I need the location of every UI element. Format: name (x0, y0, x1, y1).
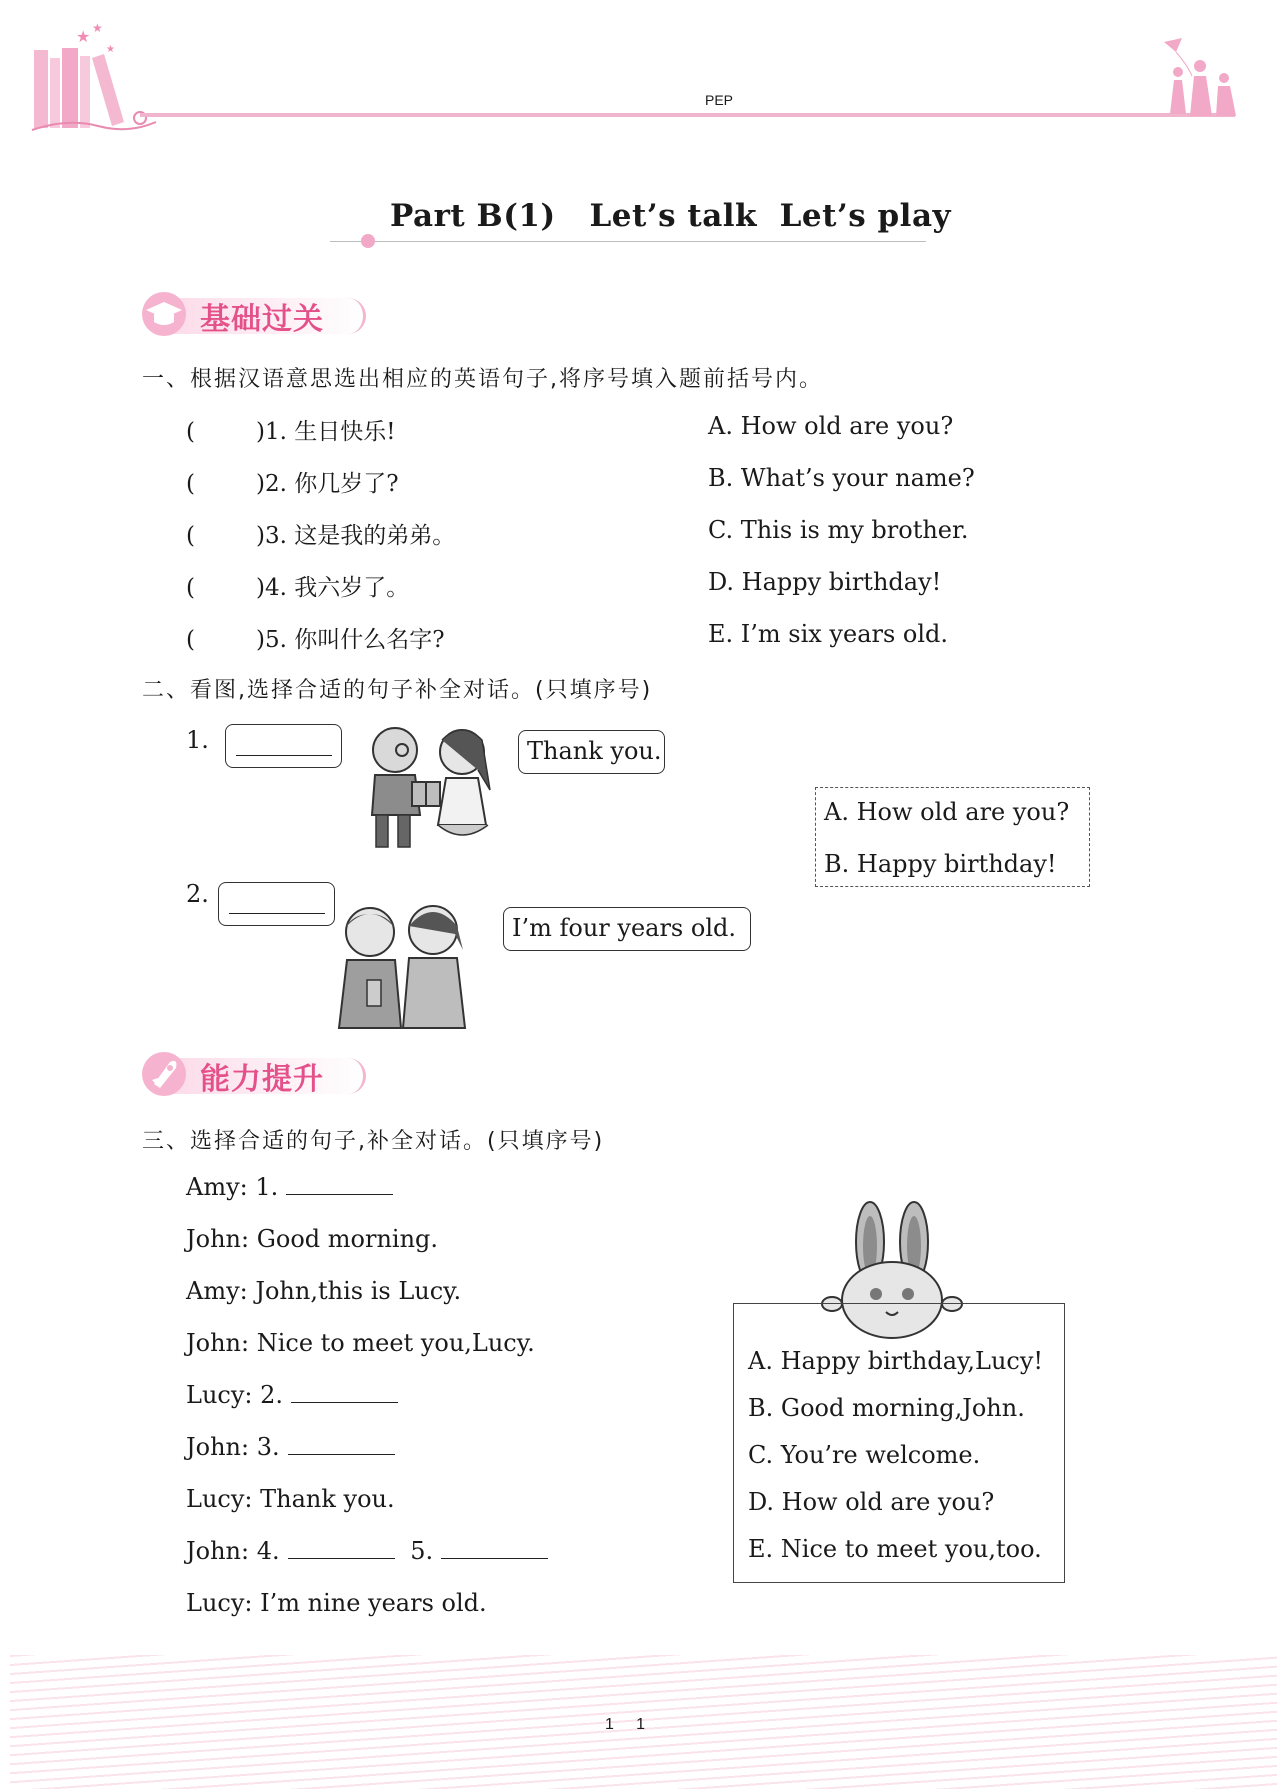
question-text: )5. 你叫什么名字? (256, 627, 445, 653)
part3-option-a: A. Happy birthday,Lucy! (748, 1347, 1044, 1375)
item2-reply-bubble (503, 907, 751, 951)
question-row-1 (186, 413, 395, 446)
rocket-icon (140, 1050, 188, 1098)
dialogue-line-5: Lucy: 2. (186, 1381, 398, 1409)
dialogue-line-3: Amy: John,this is Lucy. (186, 1277, 462, 1305)
answer-paren[interactable]: ( (186, 471, 195, 497)
part2-option-b: B. Happy birthday! (824, 850, 1057, 878)
section-banner-advanced (140, 1050, 380, 1098)
item1-reply-bubble (518, 730, 665, 774)
question-row-4 (186, 569, 409, 602)
answer-blank[interactable] (288, 1434, 395, 1455)
children-kite-icon (1158, 36, 1240, 118)
answer-blank[interactable] (286, 1174, 393, 1195)
part1-option-d: D. Happy birthday! (708, 568, 942, 596)
section-banner-label: 能力提升 (200, 1062, 324, 1097)
part1-option-a: A. How old are you? (708, 412, 954, 440)
svg-text:★: ★ (106, 44, 115, 55)
part2-option-a: A. How old are you? (824, 798, 1070, 826)
graduation-cap-icon (140, 290, 188, 338)
item1-number: 1. (186, 726, 209, 754)
item1-blank-bubble[interactable] (225, 724, 342, 768)
dialogue-line-6: John: 3. (186, 1433, 395, 1461)
question-text: )2. 你几岁了? (256, 471, 399, 497)
item1-reply-text: Thank you. (527, 737, 662, 765)
books-decoration-icon (28, 18, 158, 133)
two-girls-illustration (325, 900, 475, 1030)
question-row-2 (186, 465, 399, 498)
part1-instruction: 一、根据汉语意思选出相应的英语句子,将序号填入题前括号内。 (142, 367, 823, 392)
question-text: )4. 我六岁了。 (256, 575, 410, 601)
dialogue-line-4: John: Nice to meet you,Lucy. (186, 1329, 535, 1357)
part3-option-d: D. How old are you? (748, 1488, 995, 1516)
section-banner-basic (140, 290, 380, 338)
dialogue-line-1: Amy: 1. (186, 1173, 393, 1201)
question-text: )3. 这是我的弟弟。 (256, 523, 456, 549)
part3-option-e: E. Nice to meet you,too. (748, 1535, 1042, 1563)
part2-options-box (815, 787, 1090, 887)
dialogue-line-2: John: Good morning. (186, 1225, 439, 1253)
page-number: 1 1 (605, 1716, 646, 1733)
answer-paren[interactable]: ( (186, 575, 195, 601)
answer-blank[interactable] (288, 1538, 395, 1559)
section-banner-label: 基础过关 (200, 302, 324, 337)
question-text: )1. 生日快乐! (256, 419, 396, 445)
question-row-3 (186, 517, 455, 550)
dialogue-line-8: John: 4. 5. (186, 1537, 548, 1565)
answer-blank[interactable] (291, 1382, 398, 1403)
header-rule (140, 113, 1235, 117)
part1-option-b: B. What’s your name? (708, 464, 975, 492)
answer-blank[interactable] (441, 1538, 548, 1559)
title-dot (361, 234, 375, 248)
item2-blank-bubble[interactable] (218, 882, 335, 926)
part3-option-b: B. Good morning,John. (748, 1394, 1025, 1422)
svg-text:★: ★ (76, 27, 91, 46)
answer-paren[interactable]: ( (186, 627, 195, 653)
gift-giving-illustration (350, 720, 510, 850)
page-title: Part B(1) Let’s talk Let’s play (390, 198, 952, 234)
part3-option-c: C. You’re welcome. (748, 1441, 981, 1469)
answer-paren[interactable]: ( (186, 419, 195, 445)
title-underline (330, 241, 926, 242)
answer-paren[interactable]: ( (186, 523, 195, 549)
item2-reply-text: I’m four years old. (512, 914, 736, 942)
header-label: PEP (705, 92, 734, 108)
dialogue-line-7: Lucy: Thank you. (186, 1485, 395, 1513)
svg-text:★: ★ (92, 21, 103, 35)
part1-option-e: E. I’m six years old. (708, 620, 949, 648)
part1-option-c: C. This is my brother. (708, 516, 969, 544)
dialogue-line-9: Lucy: I’m nine years old. (186, 1589, 487, 1617)
part2-instruction: 二、看图,选择合适的句子补全对话。(只填序号) (142, 678, 653, 703)
question-row-5 (186, 621, 445, 654)
item2-number: 2. (186, 880, 209, 908)
part3-options-box (733, 1303, 1065, 1583)
part3-instruction: 三、选择合适的句子,补全对话。(只填序号) (142, 1129, 605, 1154)
